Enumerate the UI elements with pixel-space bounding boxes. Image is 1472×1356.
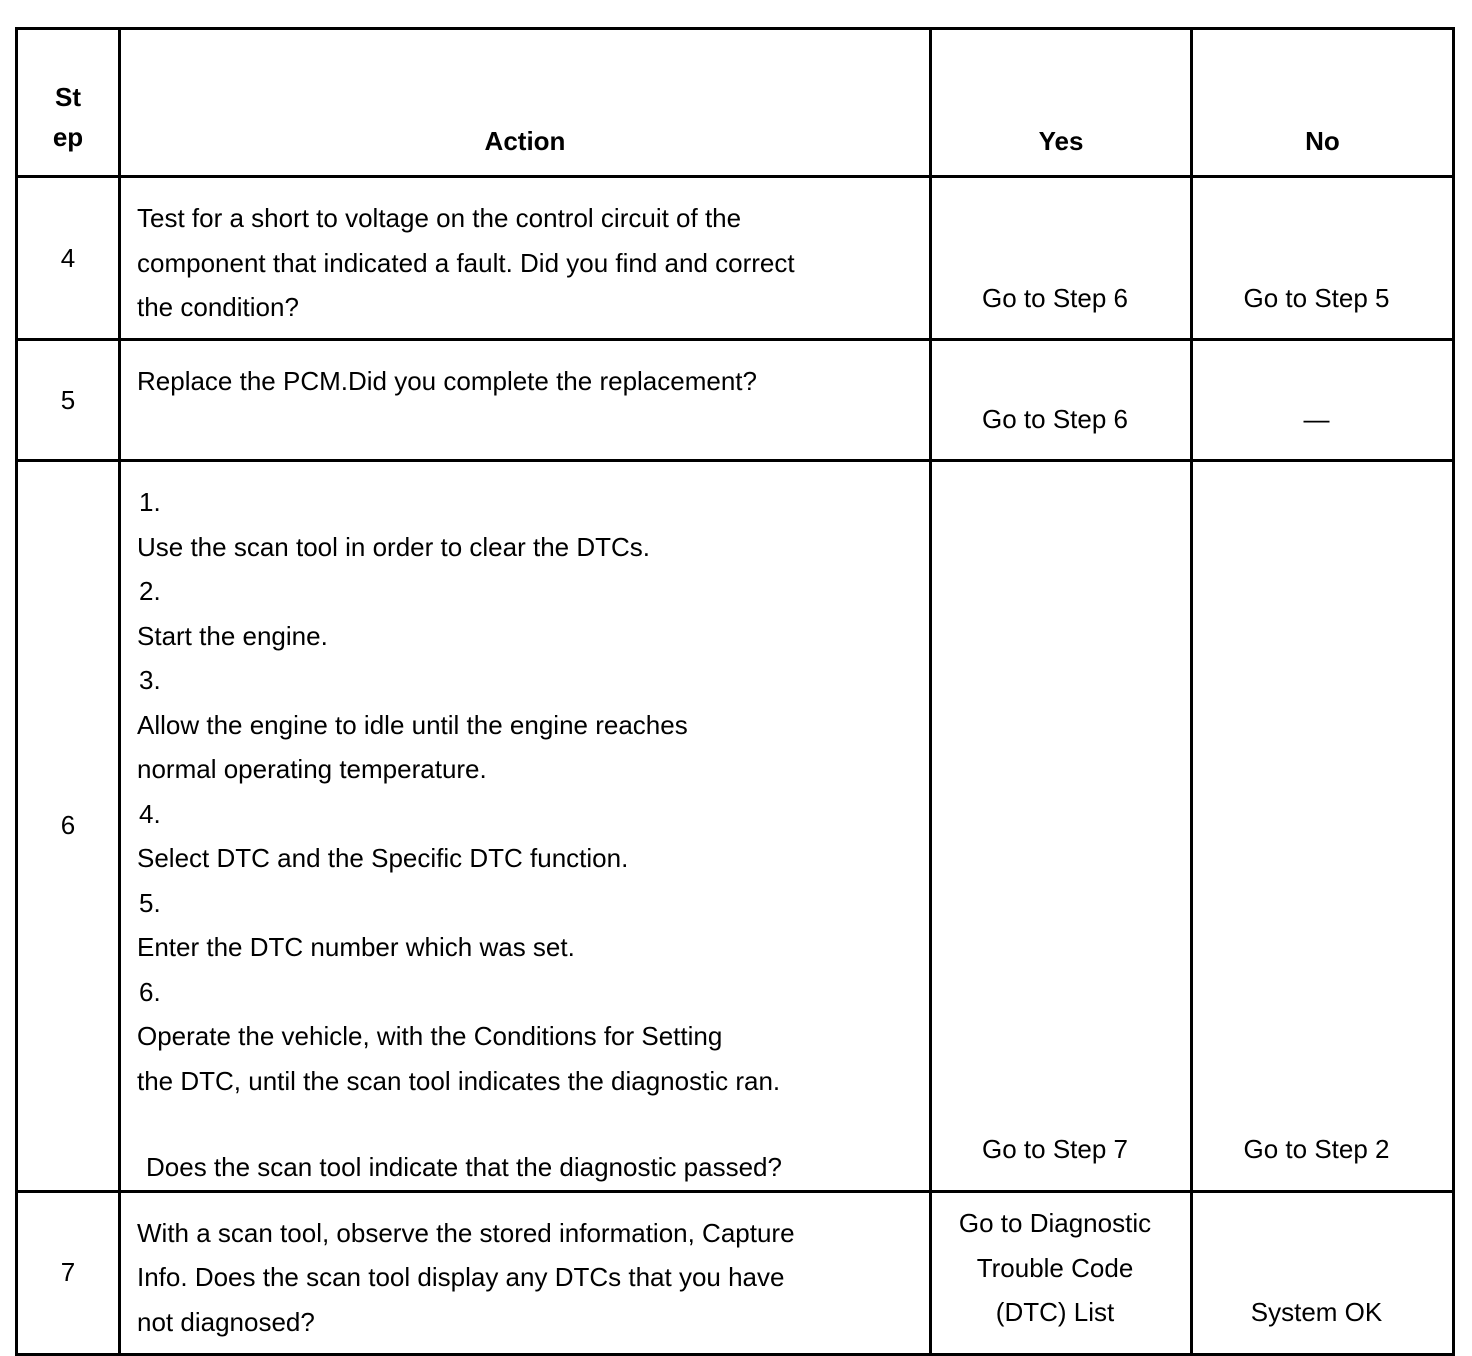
yes-cell bbox=[931, 1191, 1192, 1354]
step-number: 5 bbox=[17, 340, 120, 461]
action-line: component that indicated a fault. Did you find and correct bbox=[137, 247, 795, 278]
step-header-line-1: St bbox=[55, 82, 81, 112]
yes-cell: Go to Step 6 bbox=[931, 340, 1192, 461]
list-continuation: the DTC, until the scan tool indicates the diagnostic ran. bbox=[137, 1065, 781, 1096]
table-row bbox=[17, 1191, 1454, 1354]
list-number: 5. bbox=[139, 887, 161, 918]
action-cell bbox=[120, 1191, 931, 1354]
action-cell bbox=[120, 461, 931, 1192]
list-number: 3. bbox=[139, 665, 161, 695]
list-item bbox=[137, 881, 913, 970]
list-item bbox=[137, 569, 913, 658]
list-text: Operate the vehicle, with the Conditions for Setting bbox=[137, 1021, 723, 1051]
action-line: Test for a short to voltage on the control circuit of the bbox=[137, 203, 742, 233]
list-number: 2. bbox=[139, 576, 161, 606]
action-line: With a scan tool, observe the stored information, Capture bbox=[137, 1217, 795, 1248]
action-line: not diagnosed? bbox=[137, 1306, 315, 1337]
header-row bbox=[17, 29, 1454, 177]
action-line: Replace the PCM.Did you complete the replacement? bbox=[137, 366, 757, 396]
list-text: Use the scan tool in order to clear the DTCs. bbox=[137, 531, 651, 562]
no-cell: Go to Step 5 bbox=[1192, 177, 1454, 340]
action-cell bbox=[120, 340, 931, 461]
diagnostic-table bbox=[15, 27, 1455, 1356]
list-text: Select DTC and the Specific DTC function. bbox=[137, 843, 629, 873]
step-number: 6 bbox=[17, 461, 120, 1192]
yes-cell: Go to Step 6 bbox=[931, 177, 1192, 340]
list-item bbox=[137, 480, 913, 569]
table-row bbox=[17, 461, 1454, 1192]
no-cell: — bbox=[1192, 340, 1454, 461]
list-text: Start the engine. bbox=[137, 620, 328, 651]
table-row bbox=[17, 177, 1454, 340]
list-number: 4. bbox=[139, 798, 161, 829]
list-number: 6. bbox=[139, 976, 161, 1007]
table-row bbox=[17, 340, 1454, 461]
no-cell: Go to Step 2 bbox=[1192, 461, 1454, 1192]
list-text: Allow the engine to idle until the engine reaches bbox=[137, 709, 688, 740]
action-header: Action bbox=[120, 29, 931, 177]
step-number: 7 bbox=[17, 1191, 120, 1354]
action-line: Info. Does the scan tool display any DTCs that you have bbox=[137, 1262, 785, 1292]
step-number: 4 bbox=[17, 177, 120, 340]
action-line: the condition? bbox=[137, 292, 299, 322]
list-continuation: normal operating temperature. bbox=[137, 754, 487, 784]
list-text: Enter the DTC number which was set. bbox=[137, 932, 575, 962]
spacer bbox=[137, 1103, 913, 1145]
list-item bbox=[137, 792, 913, 881]
list-item bbox=[137, 658, 913, 747]
yes-line: Go to Diagnostic bbox=[958, 1208, 1152, 1238]
question-text: Does the scan tool indicate that the diagnostic passed? bbox=[146, 1152, 782, 1182]
yes-cell: Go to Step 7 bbox=[931, 461, 1192, 1192]
step-header bbox=[17, 29, 120, 177]
yes-line: Trouble Code bbox=[976, 1252, 1134, 1283]
yes-line: (DTC) List bbox=[995, 1297, 1115, 1327]
no-header: No bbox=[1192, 29, 1454, 177]
no-cell: System OK bbox=[1192, 1191, 1454, 1354]
list-number: 1. bbox=[139, 487, 161, 517]
yes-header: Yes bbox=[931, 29, 1192, 177]
action-cell bbox=[120, 177, 931, 340]
step-header-line-2: ep bbox=[52, 122, 84, 152]
list-item bbox=[137, 970, 913, 1059]
